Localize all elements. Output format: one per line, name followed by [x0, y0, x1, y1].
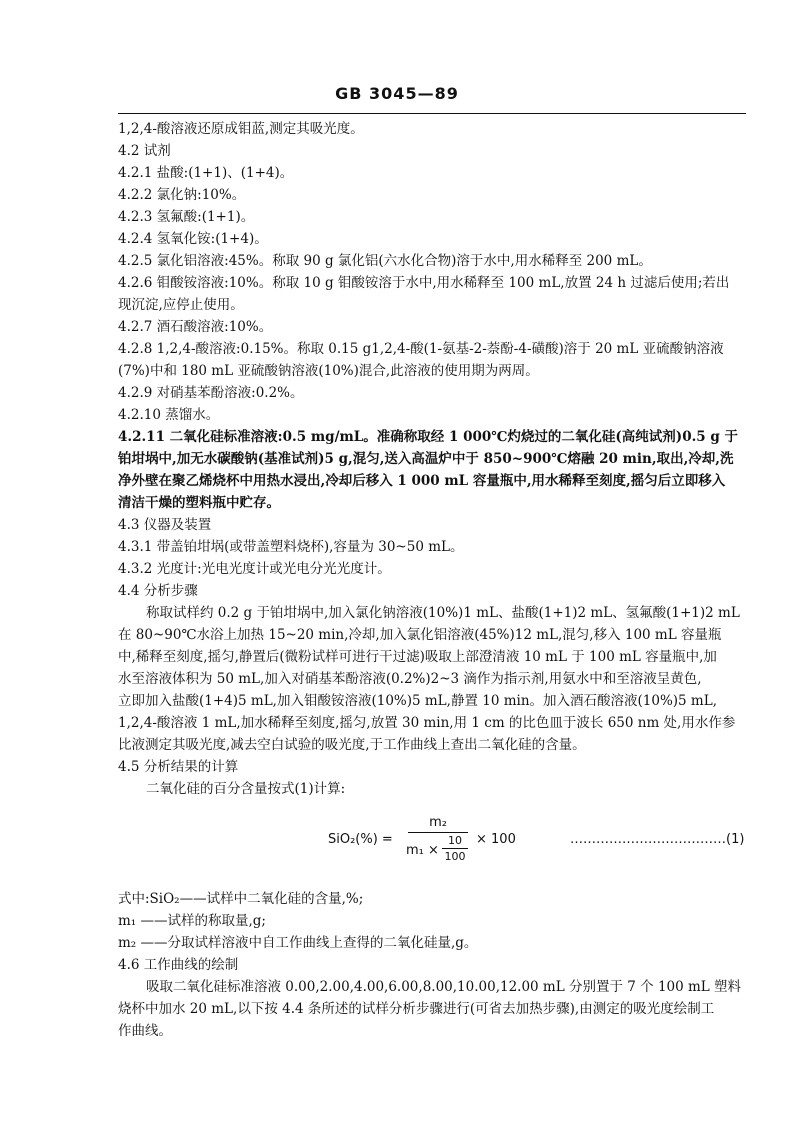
reagent-4-2-4: 4.2.4 氢氧化铵:(1+4)。 [118, 231, 268, 247]
reagent-4-2-6-cont: 现沉淀,应停止使用。 [118, 297, 244, 313]
calculation-intro: 二氧化硅的百分含量按式(1)计算: [146, 781, 346, 797]
reagent-4-2-2: 4.2.2 氯化钠:10%。 [118, 187, 246, 203]
procedure-line-1: 称取试样约 0.2 g 于铂坩埚中,加入氯化钠溶液(10%)1 mL、盐酸(1+1)2 mL、氢氟酸(1+1)2 mL [146, 605, 740, 621]
formula-lhs: SiO₂(%) = [328, 832, 393, 847]
procedure-line-4: 水至溶液体积为 50 mL,加入对硝基苯酚溶液(0.2%)2~3 滴作为指示剂,用氨水中和至溶液呈黄色, [118, 671, 702, 687]
section-4-2-heading: 4.2 试剂 [118, 143, 171, 159]
curve-line-1: 吸取二氧化硅标准溶液 0.00,2.00,4.00,6.00,8.00,10.00,12.00 mL 分别置于 7 个 100 mL 塑料 [146, 979, 742, 995]
legend-m1: m₁ ——试样的称取量,g; [118, 913, 266, 929]
section-4-4-heading: 4.4 分析步骤 [118, 583, 198, 599]
reagent-4-2-8-cont: (7%)中和 180 mL 亚硫酸钠溶液(10%)混合,此溶液的使用期为两周。 [118, 363, 539, 379]
formula-inner-fraction [442, 833, 468, 864]
reagent-4-2-1: 4.2.1 盐酸:(1+1)、(1+4)。 [118, 165, 294, 181]
reagent-4-2-8: 4.2.8 1,2,4-酸溶液:0.15%。称取 0.15 g1,2,4-酸(1-氨基-2-萘酚-4-磺酸)溶于 20 mL 亚硫酸钠溶液 [118, 341, 724, 357]
legend-sio2: 式中:SiO₂——试样中二氧化硅的含量,%; [118, 891, 364, 907]
curve-line-2: 烧杯中加水 20 mL,以下按 4.4 条所述的试样分析步骤进行(可省去加热步骤),由测定的吸光度绘制工 [118, 1001, 715, 1017]
reagent-4-2-11-cont1: 铂坩埚中,加无水碳酸钠(基准试剂)5 g,混匀,送入高温炉中于 850~900℃熔融 20 min,取出,冷却,洗 [118, 451, 734, 467]
reagent-4-2-3: 4.2.3 氢氟酸:(1+1)。 [118, 209, 255, 225]
intro-line: 1,2,4-酸溶液还原成钼蓝,测定其吸光度。 [118, 121, 364, 137]
formula-denominator [408, 833, 468, 867]
legend-m2: m₂ ——分取试样溶液中自工作曲线上查得的二氧化硅量,g。 [118, 935, 478, 951]
formula-inner-denominator: 100 [444, 850, 466, 863]
document-body [118, 118, 744, 1042]
procedure-line-5: 立即加入盐酸(1+4)5 mL,加入钼酸铵溶液(10%)5 mL,静置 10 min。加入酒石酸溶液(10%)5 mL, [118, 693, 717, 709]
header-rule [118, 113, 746, 114]
reagent-4-2-11: 4.2.11 二氧化硅标准溶液:0.5 mg/mL。准确称取经 1 000℃灼烧过的二氧化硅(高纯试剂)0.5 g 于 [118, 429, 739, 445]
formula-inner-numerator: 10 [448, 834, 462, 847]
procedure-line-3: 中,稀释至刻度,摇匀,静置后(微粉试样可进行干过滤)吸取上部澄清液 10 mL 于 100 mL 容量瓶中,加 [118, 649, 717, 665]
instrument-4-3-2: 4.3.2 光度计:光电光度计或光电分光光度计。 [118, 561, 391, 577]
formula-numerator: m₂ [429, 815, 447, 830]
section-4-3-heading: 4.3 仪器及装置 [118, 517, 212, 533]
formula-times-100: × 100 [476, 832, 516, 847]
reagent-4-2-7: 4.2.7 酒石酸溶液:10%。 [118, 319, 273, 335]
section-4-6-heading: 4.6 工作曲线的绘制 [118, 957, 239, 973]
formula-fraction [408, 814, 468, 867]
instrument-4-3-1: 4.3.1 带盖铂坩埚(或带盖塑料烧杯),容量为 30~50 mL。 [118, 539, 464, 555]
page-header: GB 3045—89 [335, 84, 459, 103]
reagent-4-2-6: 4.2.6 钼酸铵溶液:10%。称取 10 g 钼酸铵溶于水中,用水稀释至 100 mL,放置 24 h 过滤后使用;若出 [118, 275, 730, 291]
formula-legend [118, 888, 744, 954]
reagent-4-2-10: 4.2.10 蒸馏水。 [118, 407, 220, 423]
procedure-line-7: 比液测定其吸光度,减去空白试验的吸光度,于工作曲线上查出二氧化硅的含量。 [118, 737, 586, 753]
reagent-4-2-11-cont3: 清洁干燥的塑料瓶中贮存。 [118, 495, 280, 511]
formula-block [118, 800, 744, 888]
procedure-line-2: 在 80~90℃水浴上加热 15~20 min,冷却,加入氯化铝溶液(45%)12 mL,混匀,移入 100 mL 容量瓶 [118, 627, 722, 643]
procedure-line-6: 1,2,4-酸溶液 1 mL,加水稀释至刻度,摇匀,放置 30 min,用 1 cm 的比色皿于波长 650 nm 处,用水作参 [118, 715, 736, 731]
formula-den-m1: m₁ × [406, 843, 439, 858]
section-4-5-heading: 4.5 分析结果的计算 [118, 759, 239, 775]
reagent-4-2-11-cont2: 净外壁在聚乙烯烧杯中用热水浸出,冷却后移入 1 000 mL 容量瓶中,用水稀释至刻度,摇匀后立即移入 [118, 473, 726, 489]
reagent-4-2-5: 4.2.5 氯化铝溶液:45%。称取 90 g 氯化铝(六水化合物)溶于水中,用水稀释至 200 mL。 [118, 253, 652, 269]
formula-equation-number: ………………………………(1) [570, 832, 745, 847]
reagent-4-2-9: 4.2.9 对硝基苯酚溶液:0.2%。 [118, 385, 304, 401]
formula-1 [118, 814, 744, 874]
curve-line-3: 作曲线。 [118, 1023, 172, 1039]
